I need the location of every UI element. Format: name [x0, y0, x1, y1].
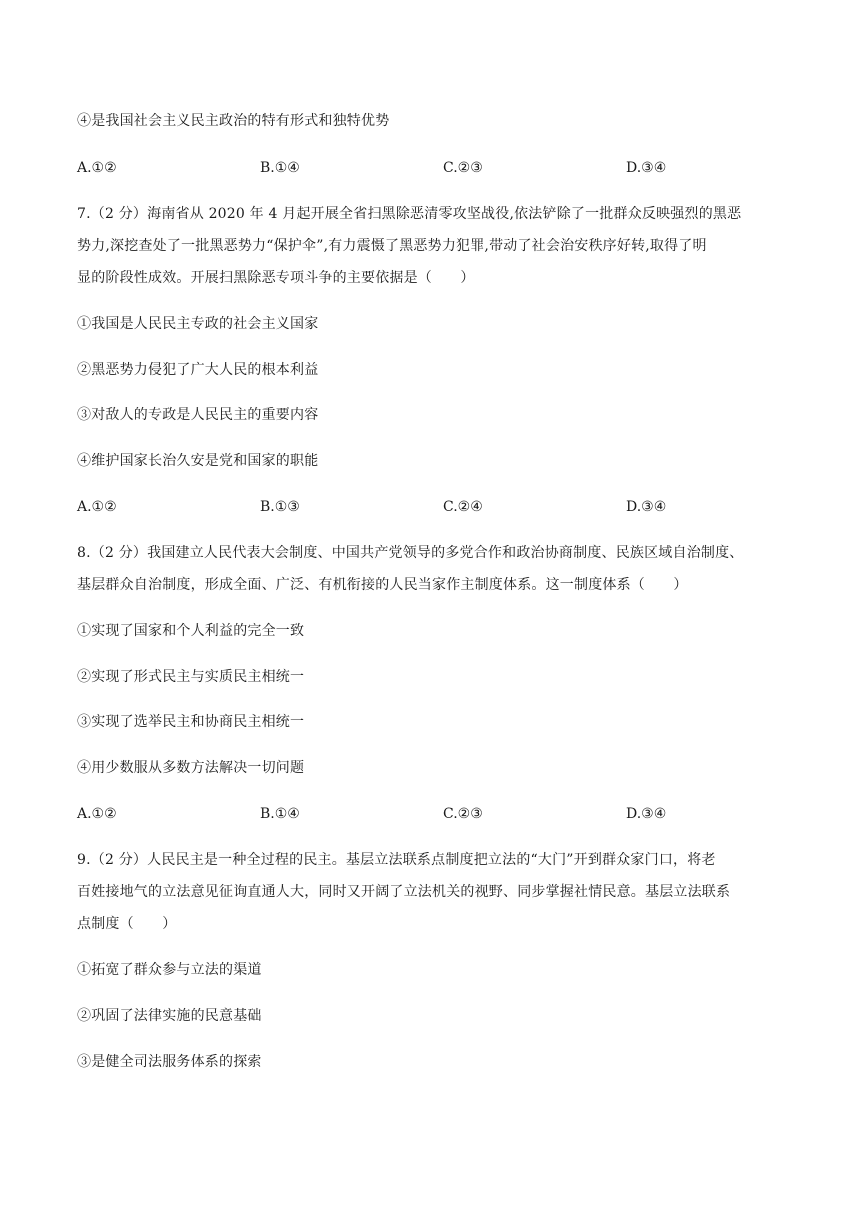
q7-stem-line-1: 7.（2 分）海南省从 2020 年 4 月起开展全省扫黑除恶清零攻坚战役,依法铲除了一批群众反映强烈的黑恶	[77, 206, 742, 222]
q7-statement-1: ①我国是人民民主专政的社会主义国家	[77, 316, 319, 332]
q7-stem-line-2: 势力,深挖查处了一批黑恶势力“保护伞”,有力震慑了黑恶势力犯罪,带动了社会治安秩序好转,取得了明	[77, 238, 707, 254]
q9-statement-2: ②巩固了法律实施的民意基础	[77, 1008, 262, 1024]
q8-option-a: A.①②	[77, 806, 117, 822]
q7-option-c: C.②④	[443, 499, 483, 515]
q8-stem-line-2: 基层群众自治制度，形成全面、广泛、有机衔接的人民当家作主制度体系。这一制度体系（ ）	[77, 577, 688, 593]
q9-stem-line-2: 百姓接地气的立法意见征询直通人大，同时又开阔了立法机关的视野、同步掌握社情民意。基层立法联系	[77, 884, 731, 900]
q9-statement-1: ①拓宽了群众参与立法的渠道	[77, 962, 262, 978]
q7-statement-3: ③对敌人的专政是人民民主的重要内容	[77, 407, 319, 423]
q6-option-c: C.②③	[443, 160, 483, 176]
q6-option-a: A.①②	[77, 160, 117, 176]
q6-option-b: B.①④	[260, 160, 300, 176]
q8-stem-line-1: 8.（2 分）我国建立人民代表大会制度、中国共产党领导的多党合作和政治协商制度、民族区域自治制度、	[77, 545, 744, 561]
q7-option-b: B.①③	[260, 499, 300, 515]
q8-option-c: C.②③	[443, 806, 483, 822]
q7-option-d: D.③④	[626, 499, 667, 515]
q6-statement-4: ④是我国社会主义民主政治的特有形式和独特优势	[77, 113, 390, 129]
q9-stem-line-3: 点制度（ ）	[77, 916, 177, 932]
q7-option-a: A.①②	[77, 499, 117, 515]
q8-option-d: D.③④	[626, 806, 667, 822]
q8-statement-1: ①实现了国家和个人利益的完全一致	[77, 623, 305, 639]
q8-statement-2: ②实现了形式民主与实质民主相统一	[77, 669, 305, 685]
q8-option-b: B.①④	[260, 806, 300, 822]
q7-statement-4: ④维护国家长治久安是党和国家的职能	[77, 453, 319, 469]
q9-stem-line-1: 9.（2 分）人民民主是一种全过程的民主。基层立法联系点制度把立法的“大门”开到群众家门口，将老	[77, 852, 716, 868]
q7-stem-line-3: 显的阶段性成效。开展扫黑除恶专项斗争的主要依据是（ ）	[77, 270, 475, 286]
q7-statement-2: ②黑恶势力侵犯了广大人民的根本利益	[77, 362, 319, 378]
q8-statement-4: ④用少数服从多数方法解决一切问题	[77, 760, 305, 776]
q6-option-d: D.③④	[626, 160, 667, 176]
q9-statement-3: ③是健全司法服务体系的探索	[77, 1054, 262, 1070]
q8-statement-3: ③实现了选举民主和协商民主相统一	[77, 714, 305, 730]
